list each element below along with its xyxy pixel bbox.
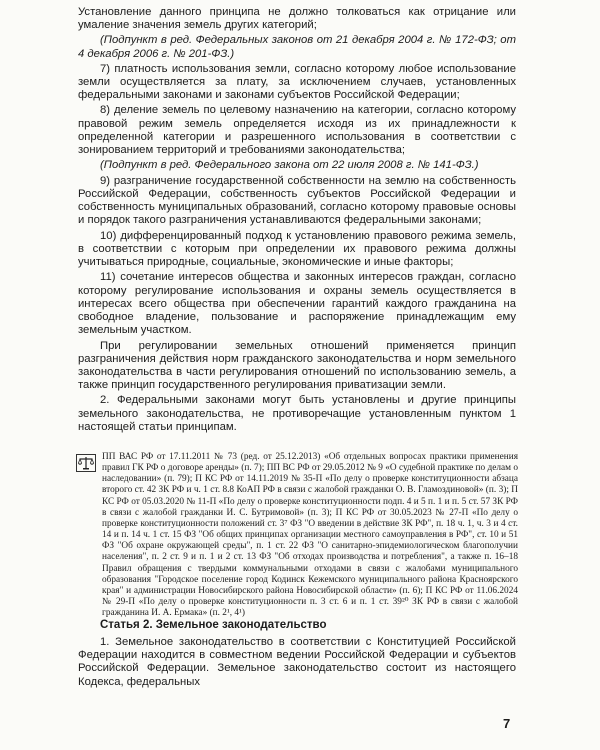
amendment-note: (Подпункт в ред. Федеральных законов от 21 декабря 2004 г. № 172-ФЗ; от 4 декабря 2006 г. № 201-ФЗ.) — [78, 34, 516, 60]
paragraph: 7) платность использования земли, согласно которому любое использование земли осуществляется за плату, за исключением случаев, установленных федеральными законами и законами субъектов Российской Федерации; — [78, 62, 516, 102]
article-paragraph: 1. Земельное законодательство в соответствии с Конституцией Российской Федерации находится в совместном ведении Российской Федерации и субъектов Российской Федерации. Земельное законодательство состоит из настоящего Кодекса, федеральных — [78, 636, 516, 688]
page-number: 7 — [503, 716, 511, 731]
paragraph: 11) сочетание интересов общества и законных интересов граждан, согласно которому регулирование использования и охраны земель осуществляется в интересах всего общества при обеспечении гарантий каждого гражданина на свободное владение, пользование и распоряжение принадлежащим ему земельным участком. — [78, 271, 516, 337]
paragraph: 8) деление земель по целевому назначению на категории, согласно которому правовой режим земель определяется исходя из их принадлежности к определенной категории и разрешенного использования в соответствии с зонированием территорий и требованиями законодательства; — [78, 104, 516, 157]
paragraph: 9) разграничение государственной собственности на землю на собственность Российской Федерации, собственность субъектов Российской Федерации и собственность муниципальных образований, согласно которому правовые основы и порядок такого разграничения устанавливаются федеральными законами; — [78, 174, 516, 227]
scales-of-justice-icon — [76, 454, 96, 472]
case-law-commentary — [76, 452, 518, 619]
article-title: Статья 2. Земельное законодательство — [100, 619, 327, 631]
commentary-text: ПП ВАС РФ от 17.11.2011 № 73 (ред. от 25.12.2013) «Об отдельных вопросах практики применения правил ГК РФ о договоре аренды» (п. 7); ПП ВС РФ от 29.05.2012 № 9 «О судебной практике по делам о наследовании» (п. 79); П КС РФ от 14.11.2019 № 35-П «По делу о проверке конституционности абзаца второго ст. 42 ЗК РФ и ч. 1 ст. 8.8 КоАП РФ в связи с жалобой гражданки О. В. Гламоздиновой» (п. 3); П КС РФ от 05.03.2020 № 11-П «По делу о проверке конституционности подп. 4 и 5 п. 1 и п. 5 ст. 57 ЗК РФ в связи с жалобой гражданки И. С. Бутримовой» (п. 3); П КС РФ от 30.05.2023 № 27-П «По делу о проверке конституционности положений ст. 3⁷ ФЗ "О введении в действие ЗК РФ", п. 18 ч. 1, ч. 3 и 4 ст. 14 и п. 14 ч. 1 ст. 15 ФЗ "Об общих принципах организации местного самоуправления в РФ", ст. 10 и 51 ФЗ "Об охране окружающей среды", п. 1 ст. 22 ФЗ "О санитарно-эпидемиологическом благополучии населения", п. 2 ст. 9 и п. 1 и 2 ст. 13 ФЗ "Об отходах производства и потребления", а также п. 16–18 Правил обращения с твердыми коммунальными отходами в связи с жалобами муниципального образования "Городское поселение город Кодинск Кежемского муниципального района Красноярского края" и администрации Новосибирского района Новосибирской области» (п. 6); П КС РФ от 11.06.2024 № 29-П «По делу о проверке конституционности п. 3 ст. 6 и п. 1 ст. 39²⁰ ЗК РФ в связи с жалобой гражданина И. А. Ермака» (п. 2¹, 4¹) — [102, 452, 518, 619]
main-text — [78, 6, 516, 434]
paragraph: 10) дифференцированный подход к установлению правового режима земель, в соответствии с которым при определении их правового режима должны учитываться природные, социальные, экономические и иные факторы; — [78, 229, 516, 269]
amendment-note: (Подпункт в ред. Федерального закона от 22 июля 2008 г. № 141-ФЗ.) — [100, 159, 479, 172]
paragraph: 2. Федеральными законами могут быть установлены и другие принципы земельного законодательства, не противоречащие установленным пунктом 1 настоящей статьи принципам. — [78, 394, 516, 434]
paragraph-continuation: Установление данного принципа не должно толковаться как отрицание или умаление значения земель других категорий; — [78, 6, 516, 32]
paragraph: При регулировании земельных отношений применяется принцип разграничения действия норм гражданского законодательства и норм земельного законодательства в части регулирования отношений по использованию земель, а также принцип государственного регулирования приватизации земли. — [78, 339, 516, 392]
